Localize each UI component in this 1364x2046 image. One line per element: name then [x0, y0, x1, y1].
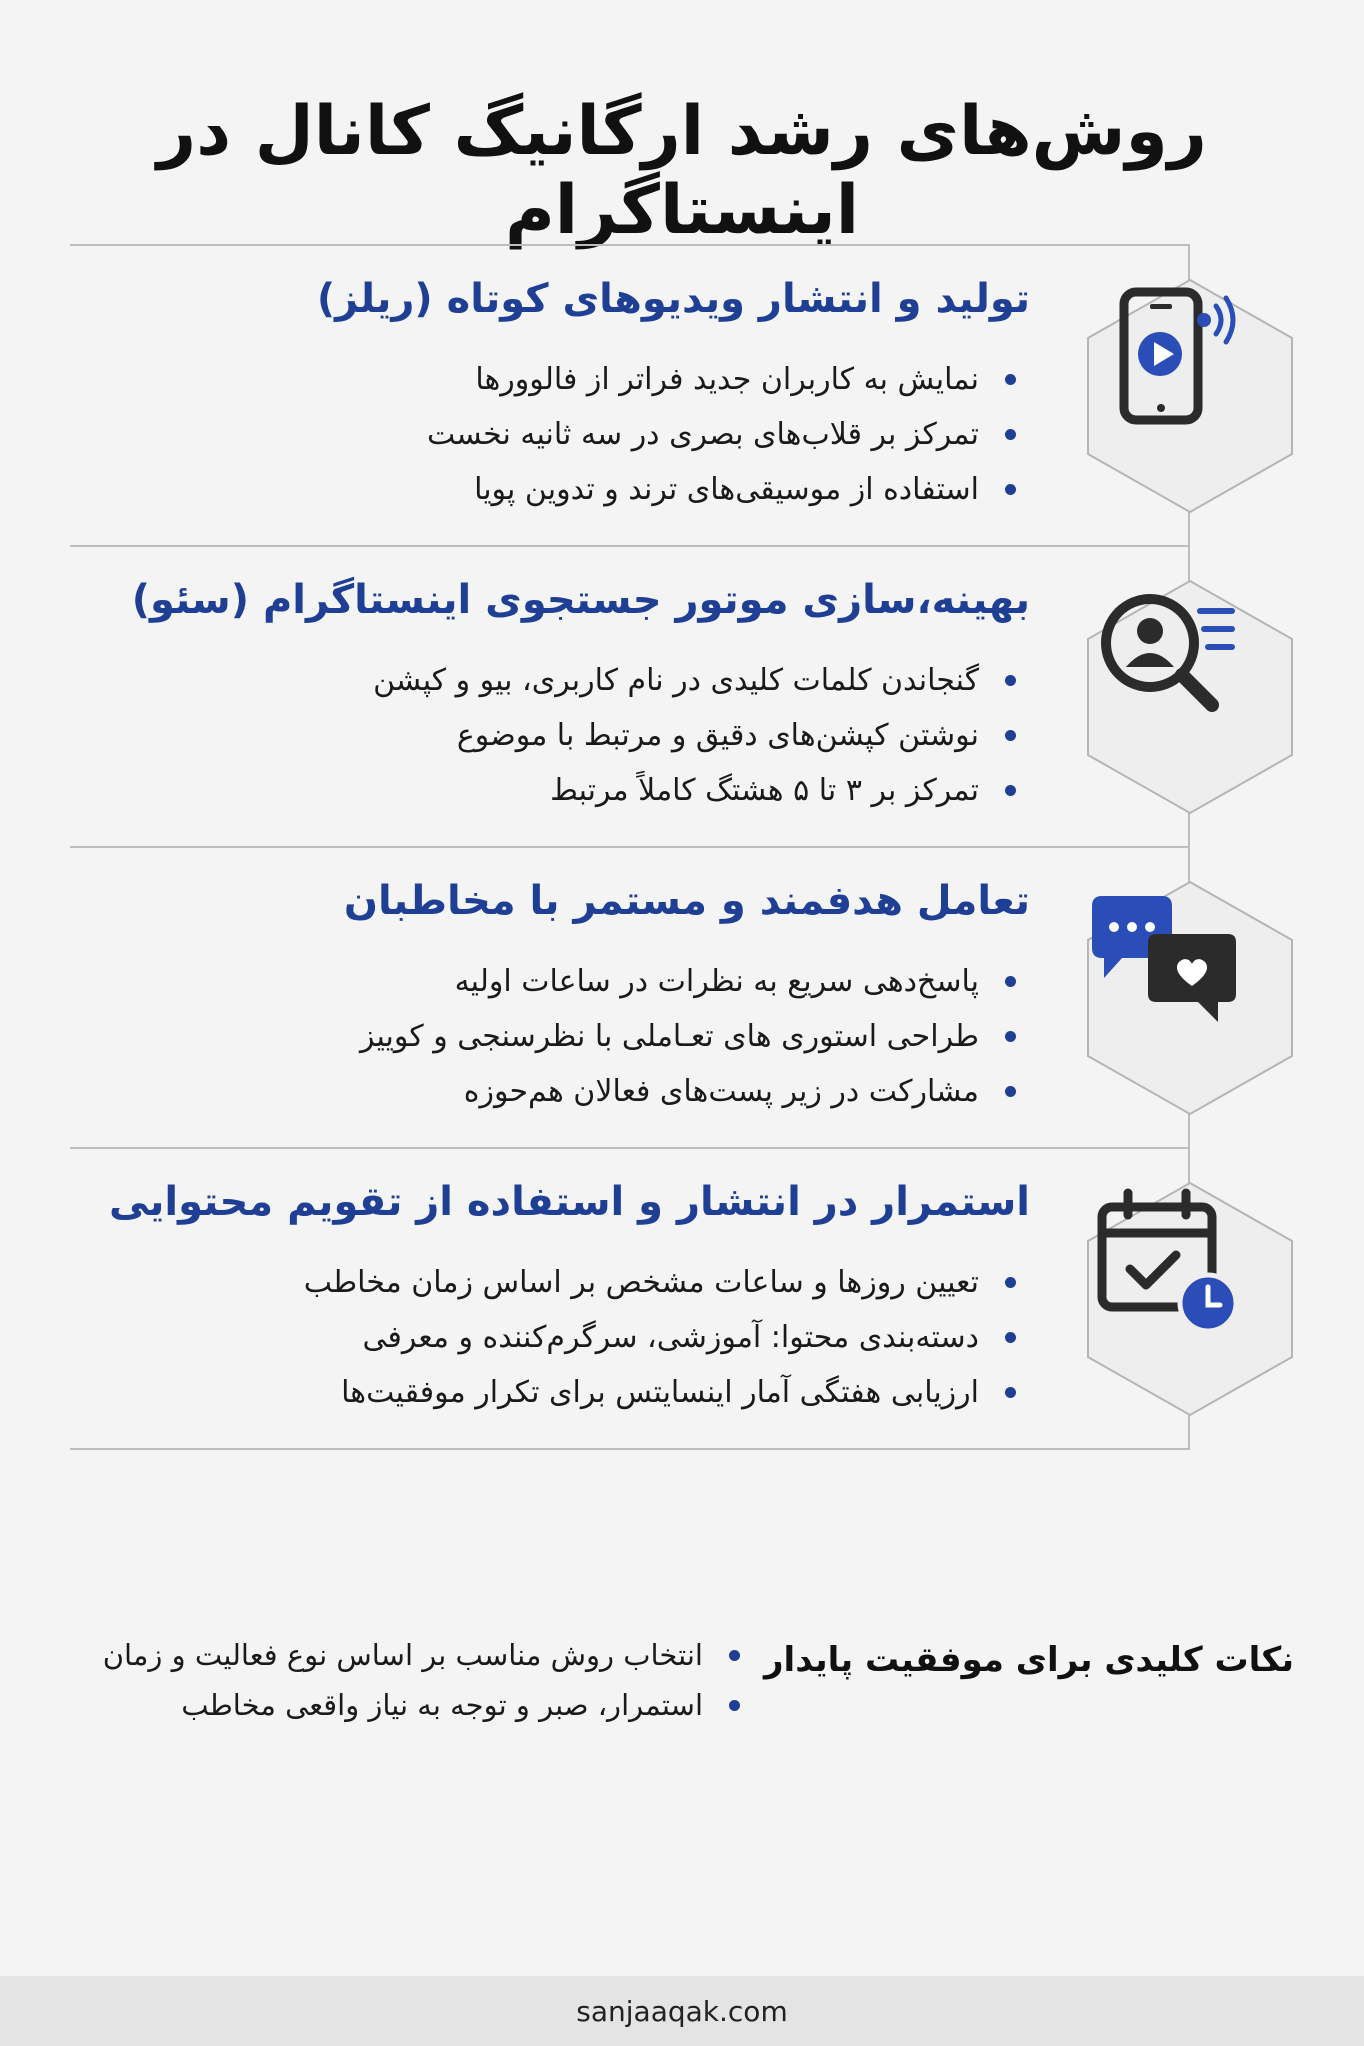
method-bullets — [110, 1255, 1030, 1420]
list-item — [110, 1009, 1016, 1064]
bullet-dot — [1005, 429, 1016, 440]
hexagon-badge — [1084, 577, 1296, 817]
list-item — [110, 352, 1016, 407]
key-points-title: نکات کلیدی برای موفقیت پایدار — [763, 1640, 1294, 1680]
method-section-engagement — [70, 846, 1190, 1147]
method-section-seo — [70, 545, 1190, 846]
method-content — [110, 276, 1030, 517]
bullet-dot — [1005, 1277, 1016, 1288]
method-title: بهینه،سازی موتور جستجوی اینستاگرام (سئو) — [131, 577, 1030, 623]
hexagon-badge — [1084, 878, 1296, 1118]
list-item — [110, 954, 1016, 1009]
bullet-dot — [729, 1650, 740, 1661]
list-item — [110, 1365, 1016, 1420]
bullet-dot — [1005, 1387, 1016, 1398]
list-item — [110, 1064, 1016, 1119]
list-item — [110, 1255, 1016, 1310]
list-item — [110, 407, 1016, 462]
chat-heart-icon — [1084, 878, 1244, 1038]
list-item — [110, 462, 1016, 517]
footer-website: sanjaaqak.com — [576, 1994, 788, 2028]
list-item — [110, 653, 1016, 708]
list-item — [110, 763, 1016, 818]
bullet-dot — [1005, 1332, 1016, 1343]
footer-bar — [0, 1976, 1364, 2046]
hexagon-badge — [1084, 276, 1296, 516]
bullet-dot — [1005, 730, 1016, 741]
method-title: تولید و انتشار ویدیوهای کوتاه (ریلز) — [316, 276, 1030, 322]
page-title: روش‌های رشد ارگانیگ کانال در اینستاگرام — [157, 92, 1207, 250]
bullet-dot — [1005, 675, 1016, 686]
bullet-dot — [1005, 374, 1016, 385]
bullet-text: پاسخ‌دهی سریع به نظرات در ساعات اولیه — [454, 964, 979, 999]
search-user-icon — [1084, 577, 1244, 737]
bullet-text: مشارکت در زیر پست‌های فعالان هم‌حوزه — [463, 1074, 979, 1109]
method-content — [110, 1179, 1030, 1420]
key-point-text: استمرار، صبر و توجه به نیاز واقعی مخاطب — [181, 1688, 703, 1722]
methods-list — [70, 244, 1190, 1450]
method-section-consistency — [70, 1147, 1190, 1450]
key-point-text: انتخاب روش مناسب بر اساس نوع فعالیت و زمان — [102, 1638, 703, 1672]
list-item — [110, 708, 1016, 763]
bullet-text: تمرکز بر قلاب‌های بصری در سه ثانیه نخست — [426, 417, 979, 452]
phone-video-icon — [1084, 276, 1244, 436]
bullet-dot — [729, 1700, 740, 1711]
list-item — [110, 1310, 1016, 1365]
method-bullets — [110, 954, 1030, 1119]
bullet-text: استفاده از موسیقی‌های ترند و تدوین پویا — [474, 472, 979, 507]
list-item — [103, 1680, 740, 1730]
bullet-text: تمرکز بر ۳ تا ۵ هشتگ کاملاً مرتبط — [550, 773, 979, 808]
hexagon-badge — [1084, 1179, 1296, 1419]
bullet-text: دسته‌بندی محتوا: آموزشی، سرگرم‌کننده و معرفی — [362, 1320, 979, 1355]
bullet-dot — [1005, 1031, 1016, 1042]
method-section-reels — [70, 244, 1190, 545]
key-points-list — [103, 1630, 740, 1730]
bullet-text: گنجاندن کلمات کلیدی در نام کاربری، بیو و کپشن — [373, 663, 979, 698]
bullet-dot — [1005, 976, 1016, 987]
bullet-text: تعیین روزها و ساعات مشخص بر اساس زمان مخاطب — [303, 1265, 979, 1300]
list-item — [103, 1630, 740, 1680]
bullet-text: ارزیابی هفتگی آمار اینسایتس برای تکرار موفقیت‌ها — [341, 1375, 979, 1410]
method-title: استمرار در انتشار و استفاده از تقویم محتوایی — [108, 1179, 1030, 1225]
method-title: تعامل هدفمند و مستمر با مخاطبان — [343, 878, 1030, 924]
method-bullets — [110, 352, 1030, 517]
calendar-clock-icon — [1084, 1179, 1244, 1339]
bullet-dot — [1005, 484, 1016, 495]
method-content — [110, 878, 1030, 1119]
method-content — [110, 577, 1030, 818]
bullet-text: نمایش به کاربران جدید فراتر از فالوورها — [475, 362, 979, 397]
bullet-text: طراحی استوری های تعـاملی با نظرسنجی و کوییز — [359, 1019, 979, 1054]
bullet-dot — [1005, 1086, 1016, 1097]
method-bullets — [110, 653, 1030, 818]
bullet-text: نوشتن کپشن‌های دقیق و مرتبط با موضوع — [456, 718, 979, 753]
bullet-dot — [1005, 785, 1016, 796]
